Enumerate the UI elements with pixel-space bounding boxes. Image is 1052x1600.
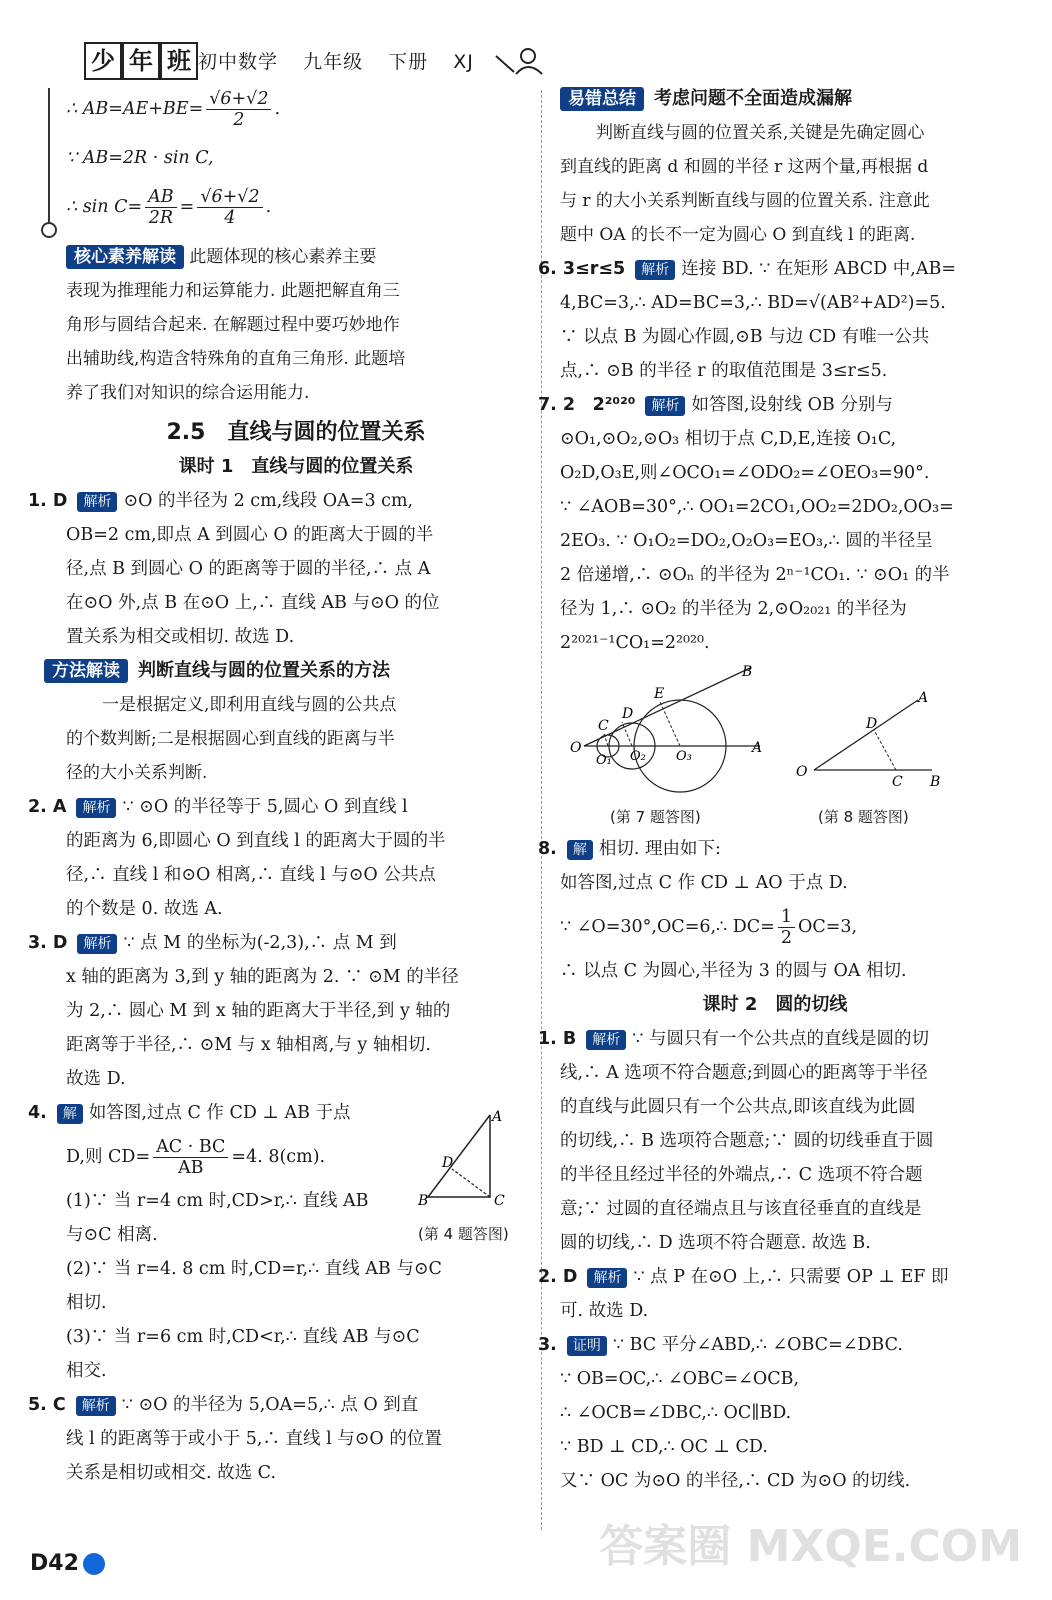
r1-line: 圆的切线,∴ D 选项不符合题意. 故选 B. — [560, 1233, 871, 1253]
method-line: 的个数判断;二是根据圆心到直线的距离与半 — [66, 729, 395, 749]
q5-line: 线 l 的距离等于或小于 5,∴ 直线 l 与⊙O 的位置 — [66, 1429, 442, 1449]
method-title: 判断直线与圆的位置关系的方法 — [138, 660, 390, 681]
header-subtitle — [198, 47, 492, 74]
q2: 2. A 解析 ∵ ⊙O 的半径等于 5,圆心 O 到直线 l — [28, 797, 408, 817]
logo-char-1: 少 — [84, 42, 122, 80]
core-text-5: 养了我们对知识的综合运用能力. — [66, 383, 310, 403]
method-line: 一是根据定义,即利用直线与圆的公共点 — [102, 695, 397, 715]
fig4-label-D: D — [442, 1155, 454, 1171]
fig4-label-B: B — [418, 1193, 429, 1209]
q5: 5. C 解析 ∵ ⊙O 的半径为 5,OA=5,∴ 点 O 到直 — [28, 1395, 419, 1415]
q1-line: 置关系为相交或相切. 故选 D. — [66, 627, 295, 647]
r1-line: 线,∴ A 选项不符合题意;到圆心的距离等于半径 — [560, 1063, 928, 1083]
header-edition: XJ — [453, 51, 474, 73]
left-line-1: ∴ AB=AE+BE= $\frac{√6+√2}{2}$ . — [66, 89, 281, 130]
q1: 1. D 解析 ⊙O 的半径为 2 cm,线段 OA=3 cm, — [28, 491, 414, 511]
q3-line: 距离等于半径,∴ ⊙M 与 x 轴相离,与 y 轴相切. — [66, 1035, 431, 1055]
q6-line: 点,∴ ⊙B 的半径 r 的取值范围是 3≤r≤5. — [560, 361, 888, 381]
section-title: 2.5 直线与圆的位置关系 — [166, 420, 426, 445]
logo-char-2: 年 — [122, 42, 160, 80]
q8: 8. 解 相切. 理由如下: — [538, 839, 721, 859]
header-subject: 初中数学 — [198, 51, 279, 73]
q8-line: ∴ 以点 C 为圆心,半径为 3 的圆与 OA 相切. — [560, 961, 907, 981]
q4-line: (2)∵ 当 r=4. 8 cm 时,CD=r,∴ 直线 AB 与⊙C — [66, 1259, 442, 1279]
error-line: 与 r 的大小关系判断直线与圆的位置关系. 注意此 — [560, 191, 930, 211]
lesson-2-title: 课时 2 圆的切线 — [702, 994, 848, 1015]
lesson-1-title: 课时 1 直线与圆的位置关系 — [178, 456, 414, 477]
figure-4-caption: (第 4 题答图) — [418, 1225, 509, 1243]
error-line: 到直线的距离 d 和圆的半径 r 这两个量,再根据 d — [560, 157, 929, 177]
r1: 1. B 解析 ∵ 与圆只有一个公共点的直线是圆的切 — [538, 1029, 929, 1049]
core-text-4: 出辅助线,构造含特殊角的直角三角形. 此题培 — [66, 349, 406, 369]
fig7-label-O1: O₁ — [596, 753, 612, 768]
q7: 7. 2 2²⁰²⁰ 解析 如答图,设射线 OB 分别与 — [538, 395, 893, 415]
fig8-label-D: D — [866, 716, 878, 732]
figure-8-caption: (第 8 题答图) — [818, 808, 909, 826]
side-rail-dot — [41, 222, 57, 238]
q6-line: ∵ 以点 B 为圆心作圆,⊙B 与边 CD 有唯一公共 — [560, 327, 930, 347]
figure-7-caption: (第 7 题答图) — [610, 808, 701, 826]
q7-line: ⊙O₁,⊙O₂,⊙O₃ 相切于点 C,D,E,连接 O₁C, — [560, 429, 897, 449]
r1-line: 的切线,∴ B 选项符合题意;∵ 圆的切线垂直于圆 — [560, 1131, 934, 1151]
r3: 3. 证明 ∵ BC 平分∠ABD,∴ ∠OBC=∠DBC. — [538, 1335, 903, 1355]
fig7-label-B: B — [742, 664, 753, 680]
r1-line: 的直线与此圆只有一个公共点,即该直线为此圆 — [560, 1097, 916, 1117]
q3-line: 为 2,∴ 圆心 M 到 x 轴的距离大于半径,到 y 轴的 — [66, 1001, 451, 1021]
core-text-2: 表现为推理能力和运算能力. 此题把解直角三 — [66, 281, 400, 301]
core-literacy-tag: 核心素养解读 — [66, 245, 184, 269]
error-line: 题中 OA 的长不一定为圆心 O 到直线 l 的距离. — [560, 225, 916, 245]
r3-line: ∵ OB=OC,∴ ∠OBC=∠OCB, — [560, 1369, 800, 1389]
page-number: D42 — [30, 1551, 105, 1576]
fig4-label-C: C — [494, 1193, 505, 1209]
logo-char-3: 班 — [160, 42, 198, 80]
q8-line: 如答图,过点 C 作 CD ⊥ AO 于点 D. — [560, 873, 848, 893]
fig7-label-O3: O₃ — [676, 749, 692, 764]
fig7-label-O2: O₂ — [630, 749, 646, 764]
method-line: 径的大小关系判断. — [66, 763, 208, 783]
method-box — [52, 654, 526, 688]
q6: 6. 3≤r≤5 解析 连接 BD. ∵ 在矩形 ABCD 中,AB= — [538, 259, 956, 279]
q4-line: (3)∵ 当 r=6 cm 时,CD<r,∴ 直线 AB 与⊙C — [66, 1327, 420, 1347]
fig8-label-B: B — [930, 774, 941, 790]
r1-line: 的半径且经过半径的外端点,∴ C 选项不符合题 — [560, 1165, 923, 1185]
r3-line: ∵ BD ⊥ CD,∴ OC ⊥ CD. — [560, 1437, 768, 1457]
q4-line: 相交. — [66, 1361, 107, 1381]
method-tag: 方法解读 — [44, 659, 128, 683]
r3-line: ∴ ∠OCB=∠DBC,∴ OC∥BD. — [560, 1403, 792, 1423]
mascot-icon — [496, 46, 546, 76]
q7-line: 径为 1,∴ ⊙O₂ 的半径为 2,⊙O₂₀₂₁ 的半径为 — [560, 599, 907, 619]
fig8-label-C: C — [892, 774, 903, 790]
figures-7-8 — [560, 660, 990, 832]
q1-line: 径,点 B 到圆心 O 的距离等于圆的半径,∴ 点 A — [66, 559, 431, 579]
header-volume: 下册 — [388, 51, 429, 73]
fig8-label-A: A — [918, 690, 929, 706]
core-literacy-box: 核心素养解读 此题体现的核心素养主要 — [66, 240, 526, 274]
q4-line: 相切. — [66, 1293, 107, 1313]
q2-line: 的个数是 0. 故选 A. — [66, 899, 223, 919]
q4: 4. 解 如答图,过点 C 作 CD ⊥ AB 于点 — [28, 1103, 351, 1123]
figure-8-angle — [792, 690, 952, 790]
q4-line: (1)∵ 当 r=4 cm 时,CD>r,∴ 直线 AB — [66, 1191, 369, 1211]
core-text-3: 角形与圆结合起来. 在解题过程中要巧妙地作 — [66, 315, 400, 335]
q7-line: ∵ ∠AOB=30°,∴ OO₁=2CO₁,OO₂=2DO₂,OO₃= — [560, 497, 954, 517]
fig8-label-O: O — [796, 764, 808, 780]
q4-line-2: D,则 CD= $\frac{AC \cdot BC}{AB}$ =4. 8(cm). — [66, 1137, 326, 1178]
q2-line: 的距离为 6,即圆心 O 到直线 l 的距离大于圆的半 — [66, 831, 446, 851]
q7-line: 2²⁰²¹⁻¹CO₁=2²⁰²⁰. — [560, 633, 710, 653]
q6-line: 4,BC=3,∴ AD=BC=3,∴ BD=√(AB²+AD²)=5. — [560, 293, 946, 313]
q1-line: 在⊙O 外,点 B 在⊙O 上,∴ 直线 AB 与⊙O 的位 — [66, 593, 440, 613]
r1-line: 意;∵ 过圆的直径端点且与该直径垂直的直线是 — [560, 1199, 922, 1219]
q5-line: 关系是相切或相交. 故选 C. — [66, 1463, 277, 1483]
fig7-label-A: A — [752, 740, 763, 756]
q2-line: 径,∴ 直线 l 和⊙O 相离,∴ 直线 l 与⊙O 公共点 — [66, 865, 436, 885]
left-line-2: ∵ AB=2R · sin C, — [66, 148, 214, 168]
figure-4 — [418, 1105, 528, 1244]
fig7-label-D: D — [622, 706, 634, 722]
r2: 2. D 解析 ∵ 点 P 在⊙O 上,∴ 只需要 OP ⊥ EF 即 — [538, 1267, 949, 1287]
fig7-label-C: C — [598, 718, 609, 734]
r3-line: 又∵ OC 为⊙O 的半径,∴ CD 为⊙O 的切线. — [560, 1471, 911, 1491]
left-line-3: ∴ sin C= $\frac{AB}{2R}$ = $\frac{√6+√2}{4}$ . — [66, 187, 272, 228]
q7-line: 2 倍递增,∴ ⊙Oₙ 的半径为 2ⁿ⁻¹CO₁. ∵ ⊙O₁ 的半 — [560, 565, 950, 585]
side-rail — [48, 88, 50, 223]
fig7-label-E: E — [654, 686, 665, 702]
q7-line: 2EO₃. ∵ O₁O₂=DO₂,O₂O₃=EO₃,∴ 圆的半径呈 — [560, 531, 933, 551]
q4-line: 与⊙C 相离. — [66, 1225, 158, 1245]
header-grade: 九年级 — [303, 51, 364, 73]
page-badge-icon — [83, 1553, 105, 1575]
q3-line: x 轴的距离为 3,到 y 轴的距离为 2. ∵ ⊙M 的半径 — [66, 967, 459, 987]
fraction: $\frac{√6+√2}{2}$ — [206, 89, 271, 130]
error-line: 判断直线与圆的位置关系,关键是先确定圆心 — [596, 123, 925, 143]
r2-line: 可. 故选 D. — [560, 1301, 649, 1321]
q3-line: 故选 D. — [66, 1069, 126, 1089]
q7-line: O₂D,O₃E,则∠OCO₁=∠ODO₂=∠OEO₃=90°. — [560, 463, 930, 483]
error-summary-title: 考虑问题不全面造成漏解 — [654, 88, 852, 109]
fig7-label-O: O — [570, 740, 582, 756]
column-divider — [541, 90, 542, 1530]
watermark: 答案圈 MXQE.COM — [599, 1521, 1022, 1572]
q8-line-3: ∵ ∠O=30°,OC=6,∴ DC= $\frac{1}{2}$ OC=3, — [560, 907, 858, 948]
q1-line: OB=2 cm,即点 A 到圆心 O 的距离大于圆的半 — [66, 525, 434, 545]
error-summary-tag: 易错总结 — [560, 87, 644, 111]
figure-4-triangle — [418, 1105, 528, 1215]
error-summary-box — [560, 82, 990, 116]
fig4-label-A: A — [492, 1109, 503, 1125]
q3: 3. D 解析 ∵ 点 M 的坐标为(-2,3),∴ 点 M 到 — [28, 933, 397, 953]
figure-7-circles — [570, 664, 780, 799]
left-column — [28, 82, 526, 1490]
page-header — [0, 0, 1052, 80]
right-column — [538, 82, 990, 1498]
